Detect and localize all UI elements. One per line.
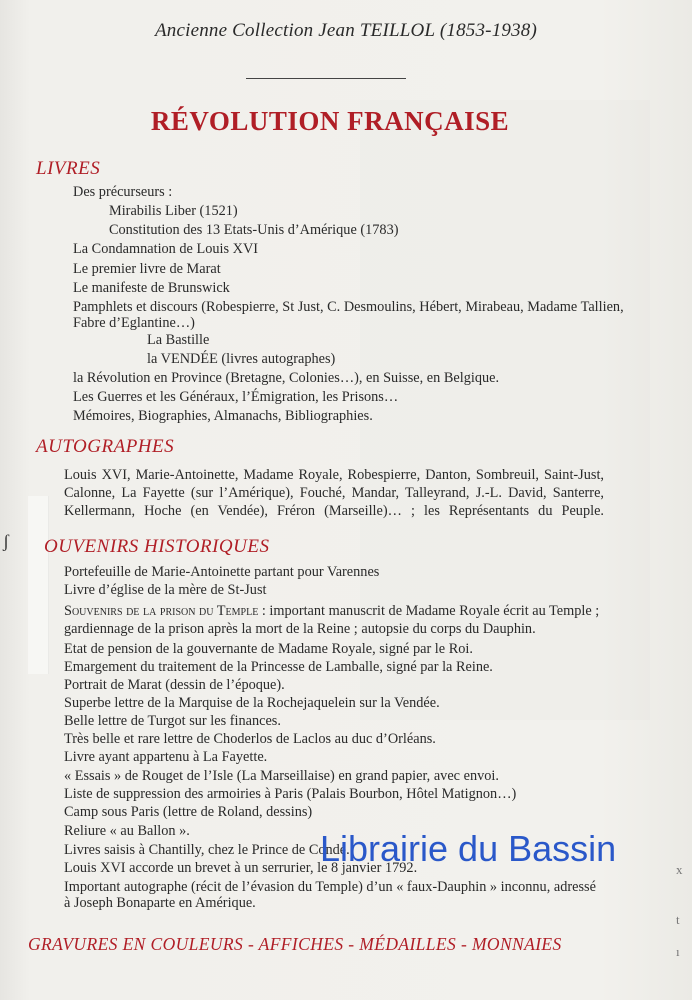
list-item: Belle lettre de Turgot sur les finances. [64, 713, 281, 729]
list-item: Les Guerres et les Généraux, l’Émigration, les Prisons… [73, 389, 399, 405]
list-item: Emargement du traitement de la Princesse de Lamballe, signé par la Reine. [64, 659, 493, 675]
list-item: Pamphlets et discours (Robespierre, St Just, C. Desmoulins, Hébert, Mirabeau, Madame Tallien, [73, 299, 624, 315]
collection-header: Ancienne Collection Jean TEILLOL (1853-1938) [154, 20, 538, 41]
small-caps-title: Souvenirs de la prison du Temple [64, 603, 259, 619]
list-item: Superbe lettre de la Marquise de la Rochejaquelein sur la Vendée. [64, 695, 440, 711]
list-item: la Révolution en Province (Bretagne, Colonies…), en Suisse, en Belgique. [73, 370, 500, 386]
list-item: « Essais » de Rouget de l’Isle (La Marseillaise) en grand papier, avec envoi. [64, 768, 499, 784]
list-item: Important autographe (récit de l’évasion du Temple) d’un « faux-Dauphin » inconnu, adressé [64, 879, 596, 895]
list-item: Souvenirs de la prison du Temple : important manuscrit de Madame Royale écrit au Temple ; [64, 603, 600, 619]
list-item: Le premier livre de Marat [73, 261, 221, 277]
list-item: La Condamnation de Louis XVI [73, 241, 259, 257]
list-item: Louis XVI accorde un brevet à un serrurier, le 8 janvier 1792. [64, 860, 418, 876]
list-item: Camp sous Paris (lettre de Roland, dessins) [64, 804, 313, 820]
list-item: Mirabilis Liber (1521) [109, 203, 238, 219]
list-item: Livres saisis à Chantilly, chez le Prince de Condé. [64, 842, 350, 858]
list-item: Constitution des 13 Etats-Unis d’Amérique (1783) [109, 222, 399, 238]
list-item: Reliure « au Ballon ». [64, 823, 190, 839]
paper-slip-edge [28, 496, 49, 674]
list-item: Livre d’église de la mère de St-Just [64, 582, 267, 598]
section-heading-souvenirs: OUVENIRS HISTORIQUES [44, 536, 270, 557]
list-item: gardiennage de la prison après la mort de la Reine ; autopsie du corps du Dauphin. [64, 621, 536, 637]
page-title: RÉVOLUTION FRANÇAISE [150, 106, 510, 136]
footer-heading: GRAVURES EN COULEURS - AFFICHES - MÉDAILLES - MONNAIES [28, 934, 562, 954]
margin-pencil-mark: ʃ [3, 531, 9, 551]
section-heading-autographes: AUTOGRAPHES [36, 436, 175, 457]
list-item: à Joseph Bonaparte en Amérique. [64, 895, 256, 911]
list-item: Etat de pension de la gouvernante de Madame Royale, signé par le Roi. [64, 641, 473, 657]
list-item: Liste de suppression des armoiries à Paris (Palais Bourbon, Hôtel Matignon…) [64, 786, 517, 802]
list-item: Mémoires, Biographies, Almanachs, Bibliographies. [73, 408, 373, 424]
list-item: Livre ayant appartenu à La Fayette. [64, 749, 268, 765]
list-item: Très belle et rare lettre de Choderlos de Laclos au duc d’Orléans. [64, 731, 436, 747]
list-item: Le manifeste de Brunswick [73, 280, 230, 296]
right-margin-mark: x [676, 862, 683, 877]
header-rule [246, 78, 406, 79]
list-item: la VENDÉE (livres autographes) [147, 351, 336, 367]
section-heading-livres: LIVRES [36, 158, 101, 179]
autographes-text: Louis XVI, Marie-Antoinette, Madame Royale, Robespierre, Danton, Sombreuil, Saint-Just, Calonne, La Fayette (sur l’Amérique), Fouché, Mandar, Talleyrand, J.-L. David, Santerre, Kellermann, Hoche (en Vendée), Fréron (Marseille)… ; les Représentants du Peuple. [64, 467, 604, 519]
watermark-text: Librairie du Bassin [320, 828, 617, 869]
list-item: Des précurseurs : [73, 184, 173, 200]
right-margin-mark: ı [676, 944, 680, 959]
list-item: Portefeuille de Marie-Antoinette partant pour Varennes [64, 564, 380, 580]
list-item: Fabre d’Eglantine…) [73, 315, 195, 331]
list-item: Portrait de Marat (dessin de l’époque). [64, 677, 285, 693]
right-margin-mark: t [676, 912, 680, 927]
list-item: La Bastille [147, 332, 210, 348]
